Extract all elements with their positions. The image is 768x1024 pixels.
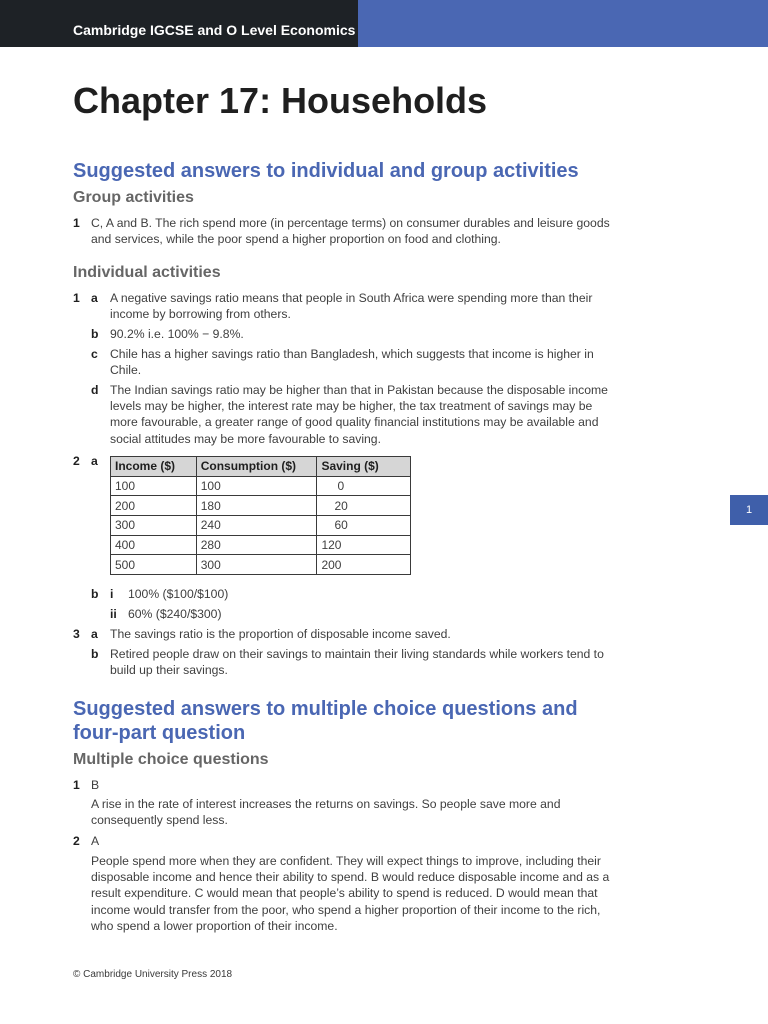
table-cell: 200: [111, 496, 197, 516]
part-label: a: [91, 627, 98, 641]
header-accent-bar: [358, 0, 768, 47]
mcq-number: 2: [73, 834, 80, 848]
mcq-answer: B: [91, 778, 100, 792]
answer-text: 90.2% i.e. 100% − 9.8%.: [110, 327, 244, 341]
table-cell: 180: [196, 496, 317, 516]
subpart-label: i: [110, 587, 114, 601]
group-activities-heading: Group activities: [73, 189, 194, 206]
table-row: [111, 555, 411, 575]
book-title: Cambridge IGCSE and O Level Economics: [73, 22, 356, 38]
mcq-explanation: A rise in the rate of interest increases the returns on savings. So people save more and consequently spend less.: [91, 797, 561, 828]
table-cell: 280: [196, 535, 317, 555]
multiple-choice-heading: Multiple choice questions: [73, 751, 269, 768]
question-number: 3: [73, 627, 80, 641]
group-item-number: 1: [73, 216, 80, 230]
table-row: [111, 535, 411, 555]
income-consumption-saving-table: [110, 456, 411, 575]
part-label: b: [91, 587, 99, 601]
table-cell: 300: [196, 555, 317, 575]
mcq-answer: A: [91, 834, 100, 848]
table-cell: 240: [196, 516, 317, 536]
section-title-multiple-choice: Suggested answers to multiple choice questions and four-part question: [73, 698, 578, 744]
table-cell: 0: [317, 476, 411, 496]
answer-text: Chile has a higher savings ratio than Bangladesh, which suggests that income is higher in Chile.: [110, 347, 594, 378]
part-label: b: [91, 647, 99, 661]
chapter-title: Chapter 17: Households: [73, 80, 488, 121]
table-header-cell: Consumption ($): [196, 457, 317, 477]
table-header-row: [111, 457, 411, 477]
answer-text: The savings ratio is the proportion of disposable income saved.: [110, 627, 451, 641]
table-cell: 300: [111, 516, 197, 536]
table-header-cell: Income ($): [111, 457, 197, 477]
mcq-number: 1: [73, 778, 80, 792]
question-number: 2: [73, 454, 80, 468]
part-label: a: [91, 291, 98, 305]
mcq-explanation: People spend more when they are confident. They will expect things to improve, including their disposable income and hence their ability to spend. B would reduce disposable income and as a result expenditure. C would mean that people’s ability to spend is reduced. D would mean that income would transfer from the poor, who spend a higher proportion of their income to the rich, who spend a lower proportion of their income.: [91, 854, 610, 933]
table-cell: 200: [317, 555, 411, 575]
part-label: c: [91, 347, 98, 361]
answer-text: The Indian savings ratio may be higher than that in Pakistan because the disposable income levels may be higher, the interest rate may be higher, the tax treatment of savings may be more favourable, a greater range of good quality financial institutions may be available and social attitudes may be more favourable to saving.: [110, 383, 608, 446]
question-number: 1: [73, 291, 80, 305]
individual-activities-heading: Individual activities: [73, 264, 221, 281]
subpart-label: ii: [110, 607, 117, 621]
answer-text: 100% ($100/$100): [128, 587, 229, 601]
answer-text: 60% ($240/$300): [128, 607, 222, 621]
table-cell: 60: [317, 516, 411, 536]
table-cell: 100: [196, 476, 317, 496]
header-bar: [0, 0, 358, 47]
section-title-activities: Suggested answers to individual and group activities: [73, 160, 579, 182]
table-cell: 120: [317, 535, 411, 555]
table-row: [111, 496, 411, 516]
group-item-text: C, A and B. The rich spend more (in percentage terms) on consumer durables and leisure goods and services, while the poor spend a higher proportion on food and clothing.: [91, 216, 610, 247]
table-cell: 500: [111, 555, 197, 575]
answer-text: A negative savings ratio means that people in South Africa were spending more than their income by borrowing from others.: [110, 291, 593, 322]
part-label: d: [91, 383, 99, 397]
part-label: a: [91, 454, 98, 468]
part-label: b: [91, 327, 99, 341]
table-cell: 400: [111, 535, 197, 555]
copyright-footer: © Cambridge University Press 2018: [73, 969, 233, 980]
table-row: [111, 476, 411, 496]
table-row: [111, 516, 411, 536]
table-cell: 20: [317, 496, 411, 516]
answer-text: Retired people draw on their savings to maintain their living standards while workers tend to build up their savings.: [110, 647, 604, 678]
table-header-cell: Saving ($): [317, 457, 411, 477]
table-cell: 100: [111, 476, 197, 496]
page-number-tab: 1: [730, 495, 768, 525]
